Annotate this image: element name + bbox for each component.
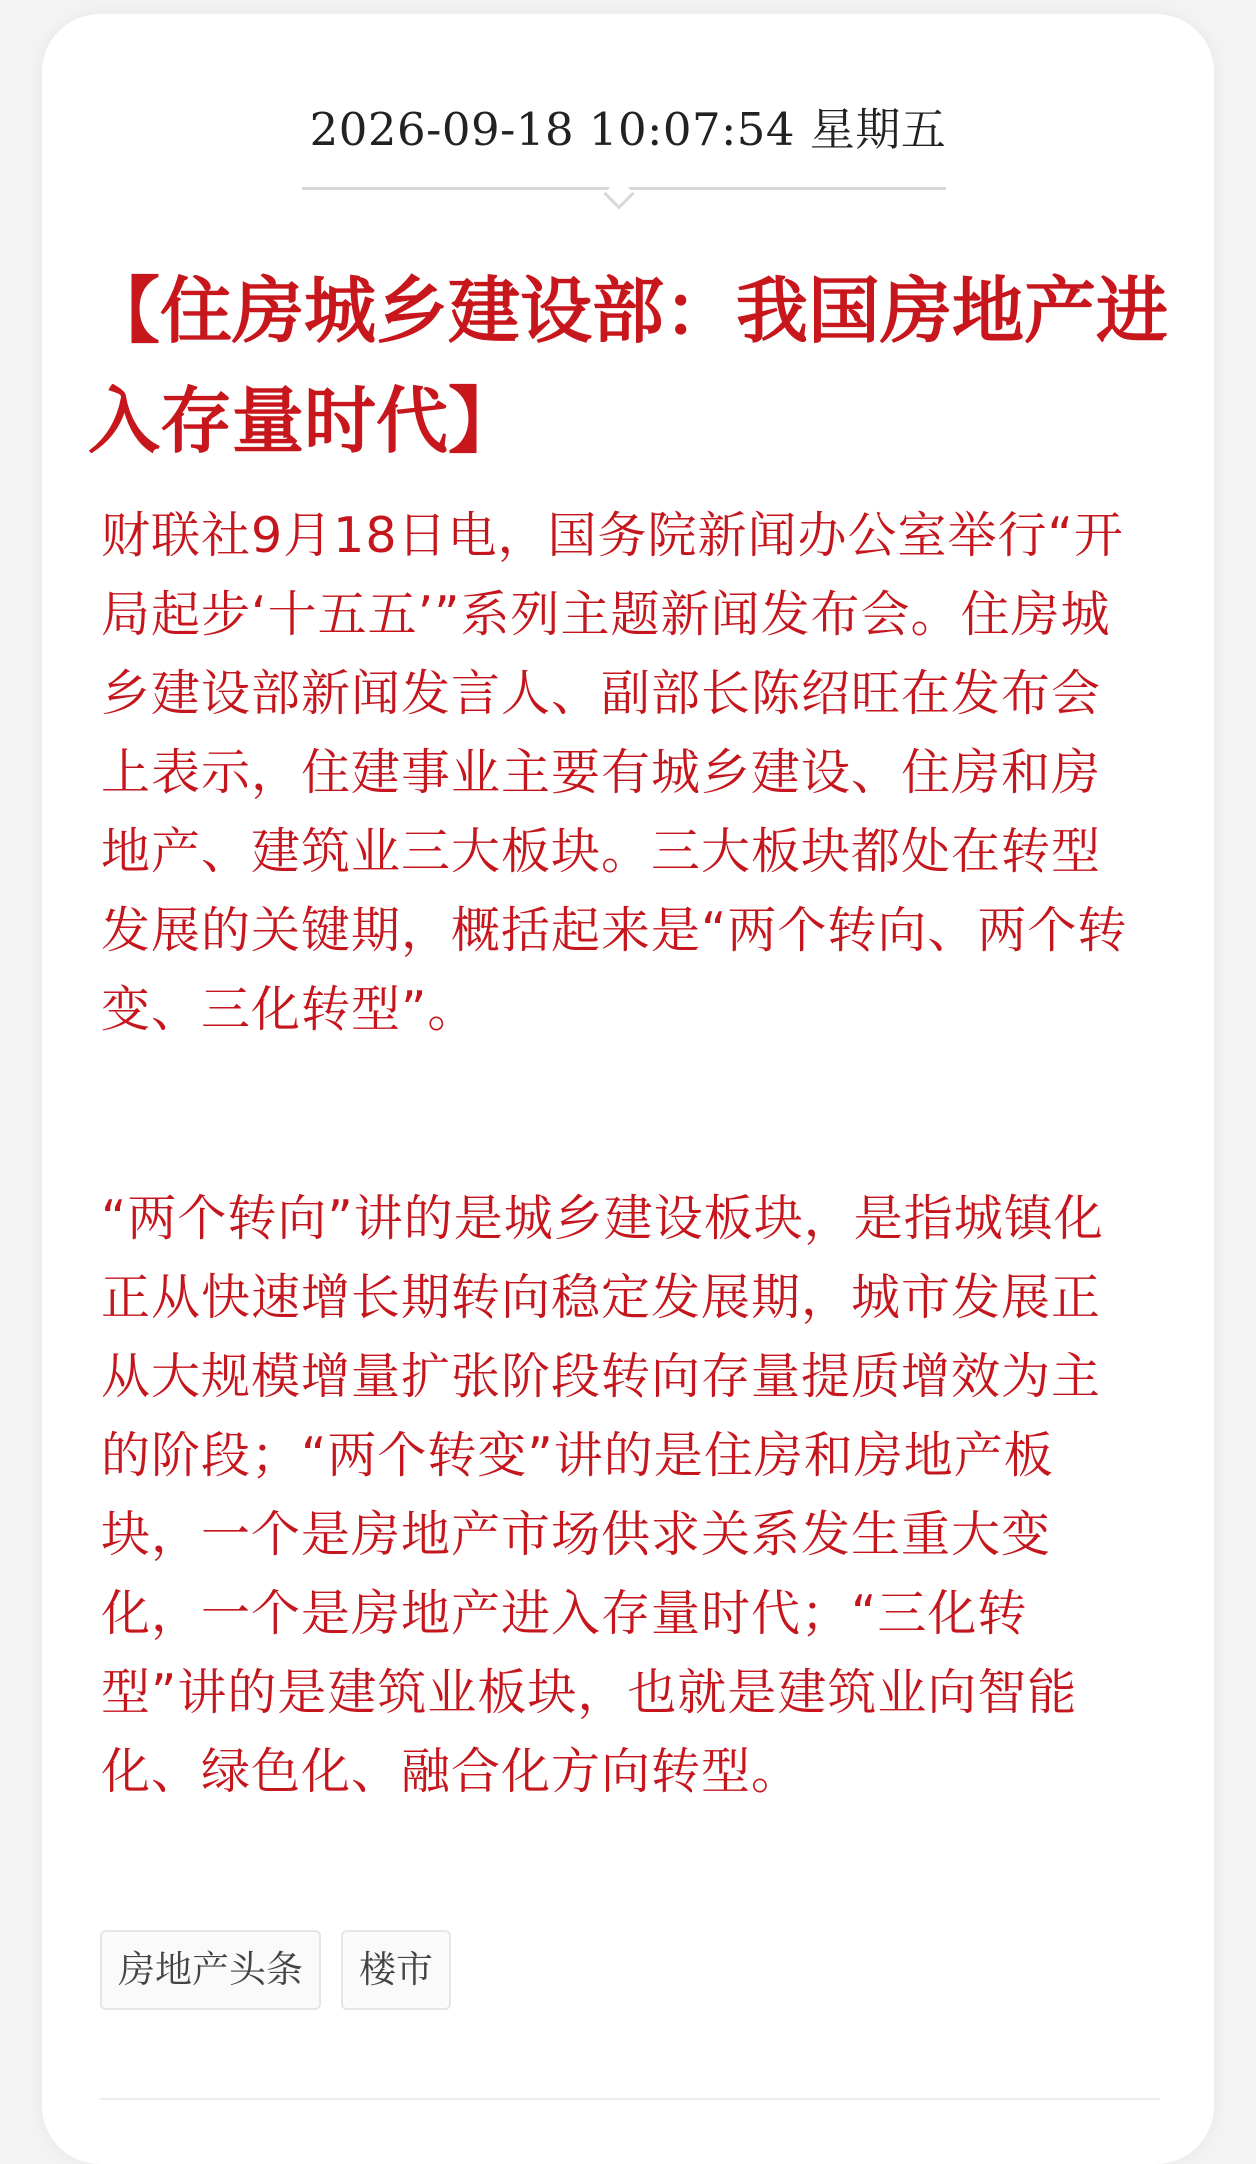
- bottom-divider: [100, 2098, 1160, 2100]
- article-title: 【住房城乡建设部：我国房地产进入存量时代】: [88, 268, 1169, 463]
- tag-list: [100, 1930, 451, 2010]
- article-datetime: 2026-09-18 10:07:54 星期五: [309, 103, 947, 156]
- tag-real-estate-headlines[interactable]: 房地产头条: [100, 1930, 321, 2010]
- tag-property-market[interactable]: 楼市: [341, 1930, 451, 2010]
- article-paragraph-1: 财联社9月18日电，国务院新闻办公室举行“开局起步‘十五五’”系列主题新闻发布会。住房城乡建设部新闻发言人、副部长陈绍旺在发布会上表示，住建事业主要有城乡建设、住房和房地产、建筑业三大板块。三大板块都处在转型发展的关键期，概括起来是“两个转向、两个转变、三化转型”。: [101, 507, 1128, 1038]
- article-paragraph-2: “两个转向”讲的是城乡建设板块，是指城镇化正从快速增长期转向稳定发展期，城市发展正从大规模增量扩张阶段转向存量提质增效为主的阶段；“两个转变”讲的是住房和房地产板块，一个是房地产市场供求关系发生重大变化，一个是房地产进入存量时代；“三化转型”讲的是建筑业板块，也就是建筑业向智能化、绿色化、融合化方向转型。: [101, 1190, 1104, 1800]
